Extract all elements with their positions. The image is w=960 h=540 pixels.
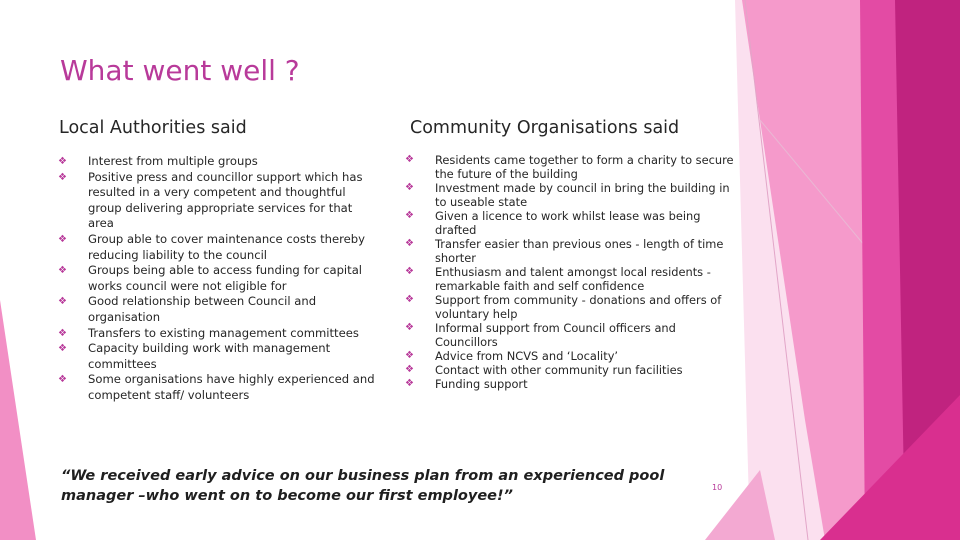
diamond-bullet-icon: ❖ [58, 296, 67, 308]
list-item-text: Support from community - donations and offers of voluntary help [435, 293, 722, 321]
diamond-bullet-icon: ❖ [58, 156, 67, 167]
list-item [405, 321, 735, 349]
list-item-text: Capacity building work with management committees [88, 341, 331, 371]
list-item [58, 326, 378, 342]
left-accent-shape [0, 300, 36, 540]
list-item-text: Groups being able to access funding for capital works council were not eligible for [88, 263, 363, 293]
list-item [58, 170, 378, 232]
list-item-text: Funding support [435, 377, 528, 391]
community-organisations-heading: Community Organisations said [410, 118, 680, 138]
diamond-bullet-icon: ❖ [405, 378, 414, 389]
list-item [58, 154, 378, 170]
diamond-bullet-icon: ❖ [405, 266, 414, 277]
diamond-bullet-icon: ❖ [58, 265, 67, 277]
diamond-bullet-icon: ❖ [405, 238, 414, 249]
list-item [405, 209, 735, 237]
diamond-bullet-icon: ❖ [58, 343, 67, 355]
list-item-text: Transfer easier than previous ones - length of time shorter [435, 237, 724, 265]
list-item [405, 377, 735, 391]
list-item [58, 263, 378, 294]
list-item-text: Advice from NCVS and ‘Locality’ [435, 349, 619, 363]
list-item [405, 293, 735, 321]
diamond-bullet-icon: ❖ [58, 374, 67, 386]
slide-title: What went well ? [60, 54, 300, 87]
diamond-bullet-icon: ❖ [58, 233, 67, 245]
list-item [58, 294, 378, 325]
diamond-bullet-icon: ❖ [405, 182, 414, 193]
diamond-bullet-icon: ❖ [405, 154, 414, 165]
diamond-bullet-icon: ❖ [405, 210, 414, 221]
list-item [58, 341, 378, 372]
list-item-text: Informal support from Council officers and Councillors [435, 321, 676, 349]
list-item-text: Group able to cover maintenance costs thereby reducing liability to the council [88, 231, 366, 262]
diamond-bullet-icon: ❖ [405, 350, 414, 361]
list-item [405, 265, 735, 293]
list-item-text: Contact with other community run facilities [435, 363, 683, 377]
list-item-text: Transfers to existing management committees [88, 325, 359, 340]
community-organisations-list [405, 153, 735, 391]
list-item [405, 181, 735, 209]
diamond-bullet-icon: ❖ [405, 364, 414, 375]
diamond-bullet-icon: ❖ [58, 327, 67, 339]
diamond-bullet-icon: ❖ [405, 294, 414, 305]
list-item-text: Good relationship between Council and organisation [88, 294, 317, 324]
diamond-bullet-icon: ❖ [58, 171, 67, 183]
local-authorities-heading: Local Authorities said [59, 118, 247, 138]
list-item [58, 232, 378, 263]
testimonial-quote: “We received early advice on our business plan from an experienced pool manager –who went on to become our first employee!” [61, 468, 665, 504]
list-item [405, 153, 735, 181]
list-item-text: Some organisations have highly experienced and competent staff/ volunteers [88, 372, 375, 402]
list-item-text: Investment made by council in bring the building in to useable state [435, 181, 730, 209]
list-item-text: Positive press and councillor support which has resulted in a very competent and thoughtful group delivering appropriate services for that area [88, 169, 363, 231]
list-item-text: Given a licence to work whilst lease was being drafted [435, 209, 701, 237]
diamond-bullet-icon: ❖ [405, 322, 414, 333]
list-item-text: Interest from multiple groups [88, 154, 258, 168]
list-item [405, 363, 735, 377]
list-item-text: Enthusiasm and talent amongst local residents - remarkable faith and self confidence [435, 265, 711, 293]
local-authorities-list [58, 154, 378, 404]
list-item-text: Residents came together to form a charity to secure the future of the building [435, 153, 734, 181]
list-item [405, 349, 735, 363]
list-item [405, 237, 735, 265]
list-item [58, 372, 378, 403]
page-number: 10 [712, 483, 723, 492]
